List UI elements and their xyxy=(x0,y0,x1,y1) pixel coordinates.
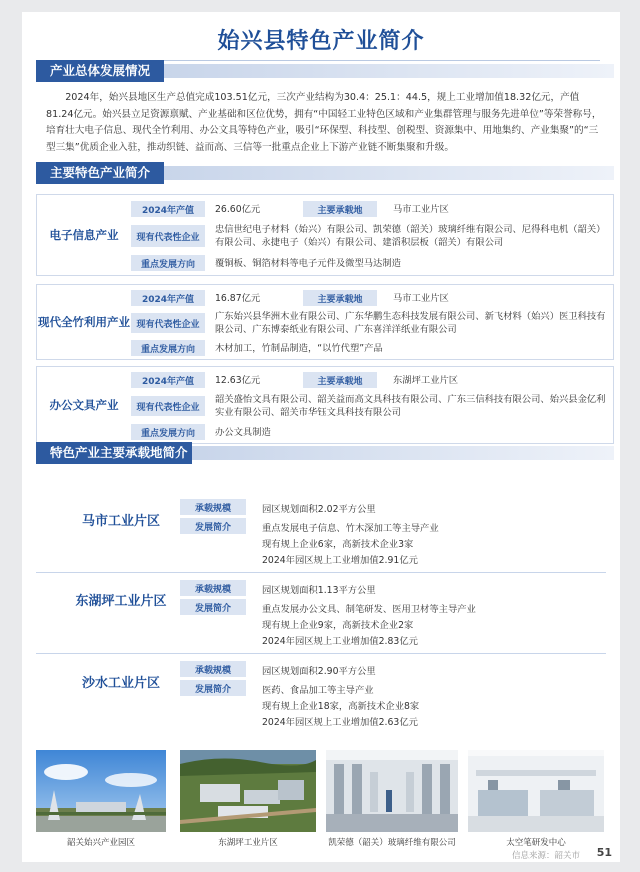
zone-intro-line: 现有规上企业9家，高新技术企业2家 xyxy=(262,620,414,631)
overview-paragraph: 2024年，始兴县地区生产总值完成103.51亿元，三次产业结构为30.4：25.1：44.5，规上工业增加值18.32亿元，产值81.24亿元。始兴县立足资源禀赋、产业基础和区位优势，拥有“中国轻工业特色区域和产业集群管理与服务先进单位”等荣誉称号，培育壮大电子信息、现代全竹利用、办公文具等特色产业，吸引“环保型、科技型、创税型、资源集中、用地集约、产业集聚”的“三型三集”优质企业入驻，推动织链、益而高、三信等一批重点企业上下游产业链不断集聚和升级。 xyxy=(46,92,602,153)
page-number: 51 xyxy=(596,846,612,859)
zone-intro-line: 重点发展电子信息、竹木深加工等主导产业 xyxy=(262,523,439,534)
label-focus: 重点发展方向 xyxy=(131,424,205,440)
label-focus: 重点发展方向 xyxy=(131,255,205,271)
label-intro: 发展简介 xyxy=(180,599,246,615)
section-heading-industries: 主要特色产业简介 xyxy=(36,162,164,184)
section-heading-bar xyxy=(192,446,614,460)
footer-source: 信息来源：韶关市 xyxy=(511,851,580,861)
industry-focus: 木材加工，竹制品制造，“以竹代塑”产品 xyxy=(215,342,383,354)
industry-companies: 忠信世纪电子材料（始兴）有限公司、凯荣德（韶关）玻璃纤维有限公司、尼得科电机（韶关）有限公司、永捷电子（始兴）有限公司、建滔积层板（韶关）有限公司 xyxy=(215,224,606,248)
photo-caption: 凯荣德（韶关）玻璃纤维有限公司 xyxy=(328,838,456,848)
page-title: 始兴县特色产业简介 xyxy=(217,29,425,54)
zone-divider xyxy=(36,653,606,654)
label-output: 2024年产值 xyxy=(131,372,205,388)
label-carrier: 主要承载地 xyxy=(303,201,377,217)
zone-intro-line: 2024年园区规上工业增加值2.83亿元 xyxy=(262,636,418,647)
zone-intro-line: 现有规上企业18家，高新技术企业8家 xyxy=(262,701,420,712)
industry-carrier: 东湖坪工业片区 xyxy=(393,374,459,386)
photo-caption: 太空笔研发中心 xyxy=(506,838,566,848)
brochure-page xyxy=(22,12,620,862)
industry-card-electronics xyxy=(36,194,614,276)
photo-industrial-park xyxy=(36,750,166,832)
industry-carrier: 马市工业片区 xyxy=(393,292,449,304)
industry-focus: 覆铜板、铜箔材料等电子元件及微型马达制造 xyxy=(215,257,401,269)
zone-scale: 园区规划面积2.90平方公里 xyxy=(262,666,376,677)
industry-output: 26.60亿元 xyxy=(215,203,261,215)
industry-companies: 广东始兴县华洲木业有限公司、广东华鹏生态科技发展有限公司、新飞材料（始兴）医卫科技有限公司、广东博泰纸业有限公司、广东喜洋洋纸业有限公司 xyxy=(215,311,606,335)
industry-companies: 韶关盛怡文具有限公司、韶关益而高文具科技有限公司、广东三信科技有限公司、始兴县金亿利实业有限公司、韶关市华钰文具科技有限公司 xyxy=(215,394,606,418)
zone-scale: 园区规划面积1.13平方公里 xyxy=(262,585,376,596)
industry-card-bamboo xyxy=(36,284,614,360)
label-scale: 承载规模 xyxy=(180,661,246,677)
industry-carrier: 马市工业片区 xyxy=(393,203,449,215)
industry-name: 办公文具产业 xyxy=(49,398,119,412)
photo-donghuping-zone xyxy=(180,750,316,832)
photo-space-pen-lab xyxy=(468,750,604,832)
industry-name: 电子信息产业 xyxy=(49,228,119,242)
label-scale: 承载规模 xyxy=(180,580,246,596)
zone-divider xyxy=(36,572,606,573)
zone-name: 东湖坪工业片区 xyxy=(75,594,167,609)
label-companies: 现有代表性企业 xyxy=(131,396,205,416)
zone-name: 马市工业片区 xyxy=(81,514,160,529)
section-heading-overview: 产业总体发展情况 xyxy=(36,60,164,82)
label-intro: 发展简介 xyxy=(180,518,246,534)
zone-intro-line: 医药、食品加工等主导产业 xyxy=(262,685,374,696)
industry-output: 16.87亿元 xyxy=(215,292,261,304)
label-output: 2024年产值 xyxy=(131,201,205,217)
label-output: 2024年产值 xyxy=(131,290,205,306)
label-carrier: 主要承载地 xyxy=(303,290,377,306)
industry-name: 现代全竹利用产业 xyxy=(38,315,130,329)
photo-glass-fiber-factory xyxy=(326,750,458,832)
section-heading-bar xyxy=(164,166,614,180)
zone-intro-line: 2024年园区规上工业增加值2.91亿元 xyxy=(262,555,418,566)
label-carrier: 主要承载地 xyxy=(303,372,377,388)
zone-intro-line: 2024年园区规上工业增加值2.63亿元 xyxy=(262,717,418,728)
photo-caption: 韶关始兴产业园区 xyxy=(66,838,135,848)
industry-card-stationery xyxy=(36,366,614,444)
zone-scale: 园区规划面积2.02平方公里 xyxy=(262,504,376,515)
section-heading-zones: 特色产业主要承载地简介 xyxy=(36,442,192,464)
label-companies: 现有代表性企业 xyxy=(131,313,205,333)
photo-caption: 东湖坪工业片区 xyxy=(218,838,278,848)
label-focus: 重点发展方向 xyxy=(131,340,205,356)
label-companies: 现有代表性企业 xyxy=(131,225,205,247)
zone-intro-line: 重点发展办公文具、制笔研发、医用卫材等主导产业 xyxy=(262,604,476,615)
industry-output: 12.63亿元 xyxy=(215,374,261,386)
label-scale: 承载规模 xyxy=(180,499,246,515)
zone-name: 沙水工业片区 xyxy=(81,676,160,691)
section-heading-bar xyxy=(164,64,614,78)
industry-focus: 办公文具制造 xyxy=(215,426,271,438)
zone-intro-line: 现有规上企业6家，高新技术企业3家 xyxy=(262,539,414,550)
label-intro: 发展简介 xyxy=(180,680,246,696)
